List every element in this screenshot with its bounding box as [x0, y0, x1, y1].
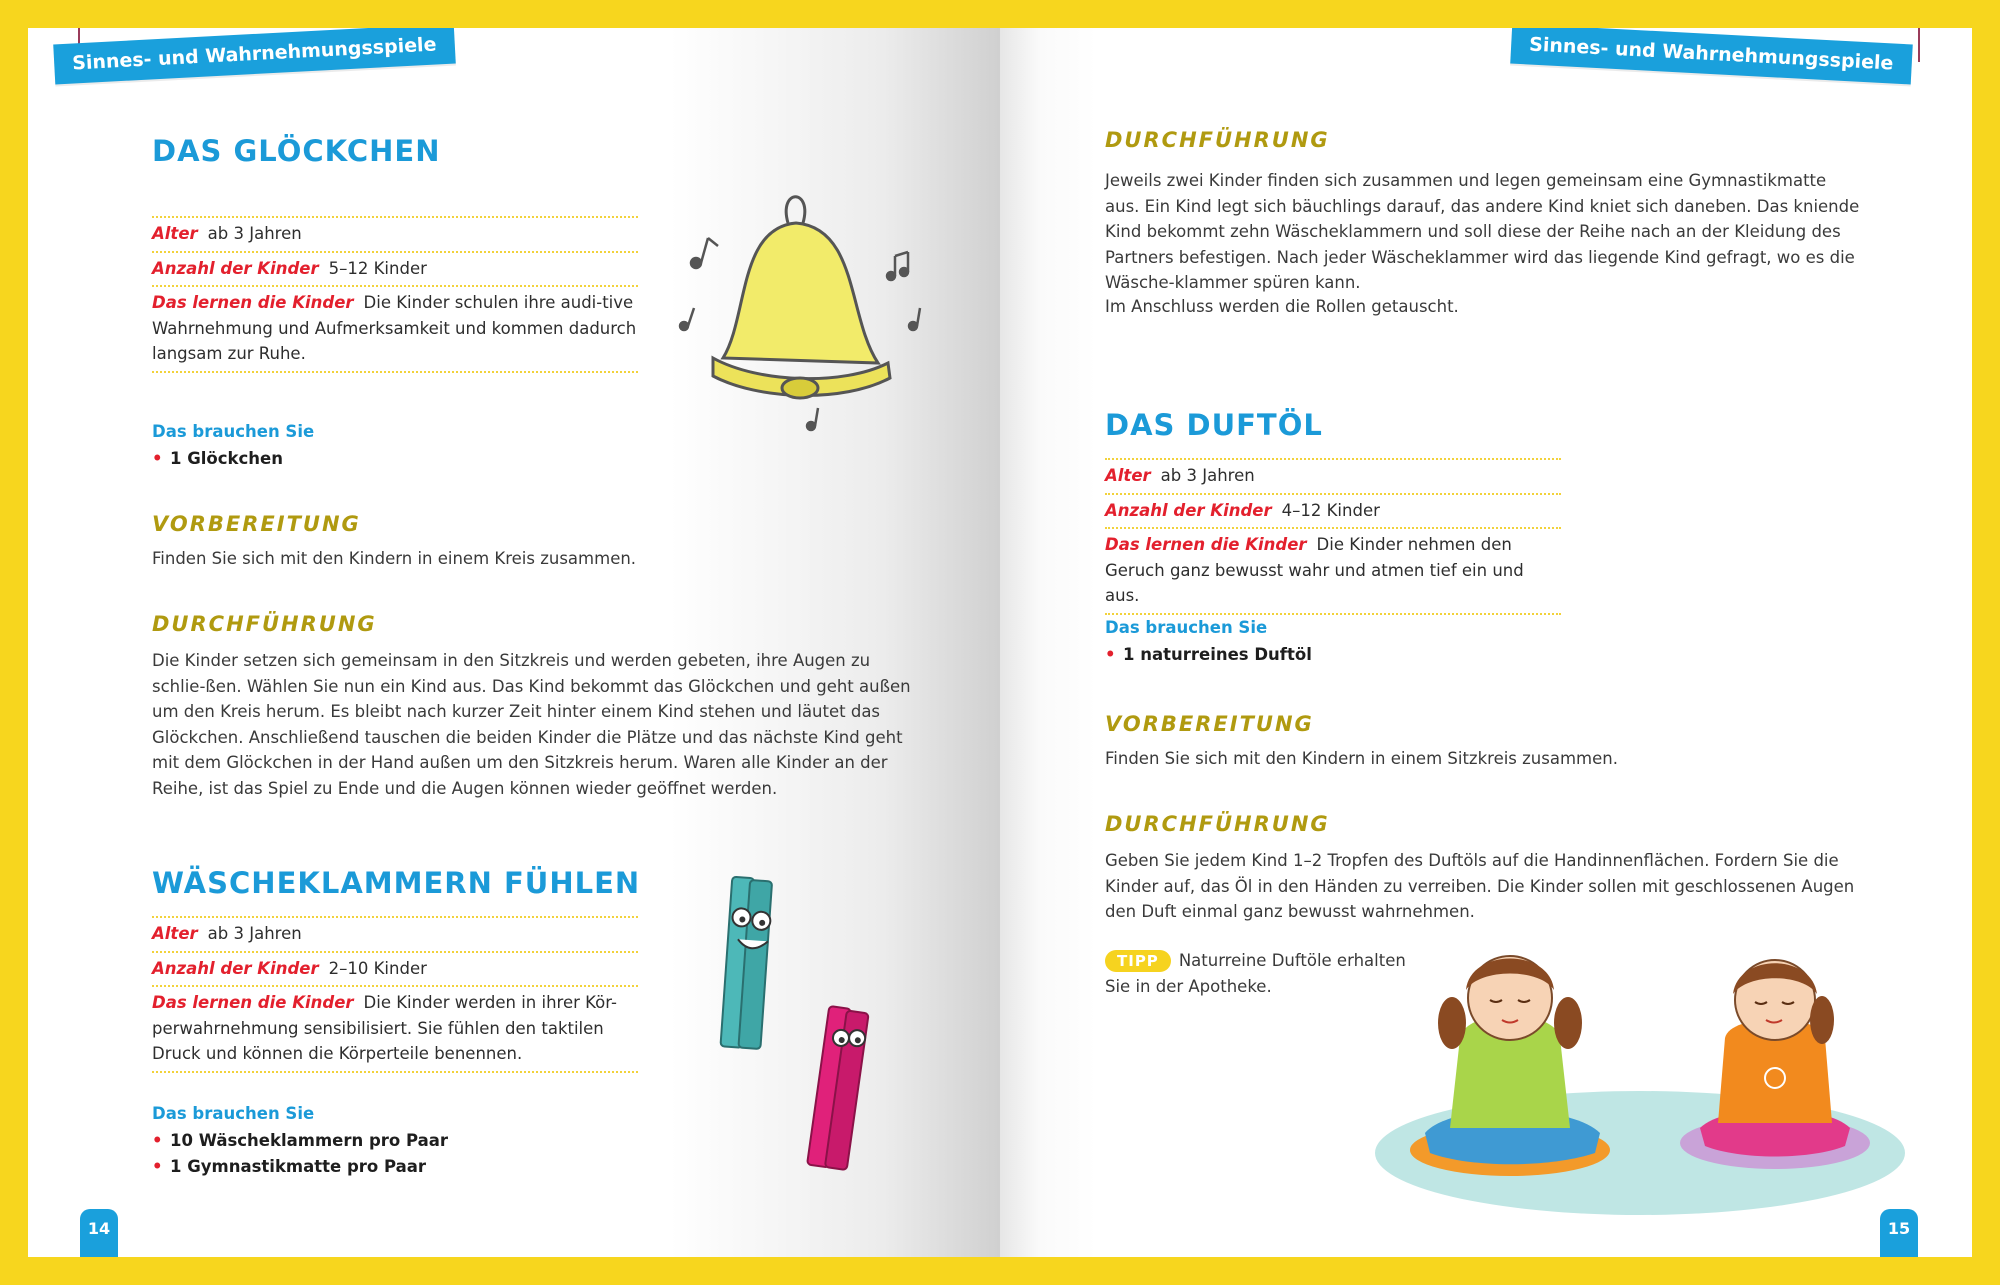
needs-list — [1105, 642, 1312, 668]
game-title-gloeckchen: DAS GLÖCKCHEN — [152, 134, 441, 168]
tip-badge: TIPP — [1105, 950, 1171, 972]
page-number-right: 15 — [1880, 1209, 1918, 1257]
exec-title: DURCHFÜHRUNG — [152, 612, 377, 636]
exec-title: DURCHFÜHRUNG — [1105, 812, 1330, 836]
game-title-duftoel: DAS DUFTÖL — [1105, 408, 1323, 442]
prep-text: Finden Sie sich mit den Kindern in einem Kreis zusammen. — [152, 549, 637, 568]
tip-text: Naturreine Duftöle erhalten Sie in der Apotheke. — [1105, 951, 1406, 996]
prep-title: VORBEREITUNG — [152, 512, 361, 536]
page-number-left: 14 — [80, 1209, 118, 1257]
info-row-age: Alter ab 3 Jahren — [152, 218, 638, 253]
ribbon-hanger — [1918, 28, 1920, 62]
info-box-waescheklammern — [152, 916, 638, 1073]
bell-illustration — [668, 168, 958, 448]
needs-item: • 1 naturreines Duftöl — [1105, 642, 1312, 668]
needs-item: • 1 Gymnastikmatte pro Paar — [152, 1154, 448, 1180]
needs-title: Das brauchen Sie — [152, 422, 315, 441]
exec-text: Jeweils zwei Kinder finden sich zusammen und legen gemeinsam eine Gymnastikmatte aus. Ein Kind legt sich bäuchlings darauf, das andere Kind kniet sich daneben. Das kniende Kind bekommt zehn Wäscheklammern und soll diese der Reihe nach an der Kleidung des Partners befestigen. Nach jeder Wäscheklammer wird das liegende Kind gefragt, wo es die Wäsche-klammer spüren kann. — [1105, 171, 1860, 292]
exec-text: Die Kinder setzen sich gemeinsam in den Sitzkreis und werden gebeten, ihre Augen zu schlie-ßen. Wählen Sie nun ein Kind aus. Das Kind bekommt das Glöckchen und geht außen um den Kreis herum. Es bleibt nach kurzer Zeit hinter einem Kind stehen und läutet das Glöckchen. Anschließend tauschen die beiden Kinder die Plätze und das nächste Kind geht mit dem Glöckchen in der Hand außen um den Sitzkreis herum. Waren alle Kinder an der Reihe, ist das Spiel zu Ende und die Augen können wieder geöffnet werden. — [152, 651, 911, 798]
exec-title: DURCHFÜHRUNG — [1105, 128, 1330, 152]
needs-list — [152, 446, 283, 472]
info-row-learn: Das lernen die Kinder Die Kinder werden in ihrer Kör-perwahrnehmung sensibilisiert. Sie fühlen den taktilen Druck und können die Körperteile benennen. — [152, 987, 638, 1073]
prep-title: VORBEREITUNG — [1105, 712, 1314, 736]
section-ribbon-right: Sinnes- und Wahrnehmungsspiele — [1511, 28, 1913, 84]
needs-item: • 1 Glöckchen — [152, 446, 283, 472]
info-row-age: Alter ab 3 Jahren — [152, 918, 638, 953]
info-row-age: Alter ab 3 Jahren — [1105, 460, 1561, 495]
needs-list — [152, 1128, 448, 1179]
exec-text-2: Im Anschluss werden die Rollen getauscht. — [1105, 297, 1459, 316]
right-page — [1000, 28, 1972, 1257]
info-box-duftoel — [1105, 458, 1561, 615]
section-ribbon-left: Sinnes- und Wahrnehmungsspiele — [53, 28, 455, 84]
needs-title: Das brauchen Sie — [1105, 618, 1268, 637]
needs-title: Das brauchen Sie — [152, 1104, 315, 1123]
clothespin-illustration — [688, 868, 908, 1188]
info-row-learn: Das lernen die Kinder Die Kinder schulen ihre audi-tive Wahrnehmung und Aufmerksamkeit und kommen dadurch langsam zur Ruhe. — [152, 287, 638, 373]
exec-text: Geben Sie jedem Kind 1–2 Tropfen des Duftöls auf die Handinnenflächen. Fordern Sie die Kinder auf, das Öl in den Händen zu verreiben. Die Kinder sollen mit geschlossenen Augen den Duft einmal ganz bewusst wahrnehmen. — [1105, 851, 1855, 921]
needs-item: • 10 Wäscheklammern pro Paar — [152, 1128, 448, 1154]
info-row-count: Anzahl der Kinder 4–12 Kinder — [1105, 495, 1561, 530]
left-page — [28, 28, 1000, 1257]
prep-text: Finden Sie sich mit den Kindern in einem Sitzkreis zusammen. — [1105, 749, 1618, 768]
game-title-waescheklammern: WÄSCHEKLAMMERN FÜHLEN — [152, 866, 641, 900]
info-row-count: Anzahl der Kinder 5–12 Kinder — [152, 253, 638, 288]
info-box-gloeckchen — [152, 216, 638, 373]
children-illustration — [1370, 928, 1930, 1228]
info-row-count: Anzahl der Kinder 2–10 Kinder — [152, 953, 638, 988]
info-row-learn: Das lernen die Kinder Die Kinder nehmen den Geruch ganz bewusst wahr und atmen tief ein und aus. — [1105, 529, 1561, 615]
